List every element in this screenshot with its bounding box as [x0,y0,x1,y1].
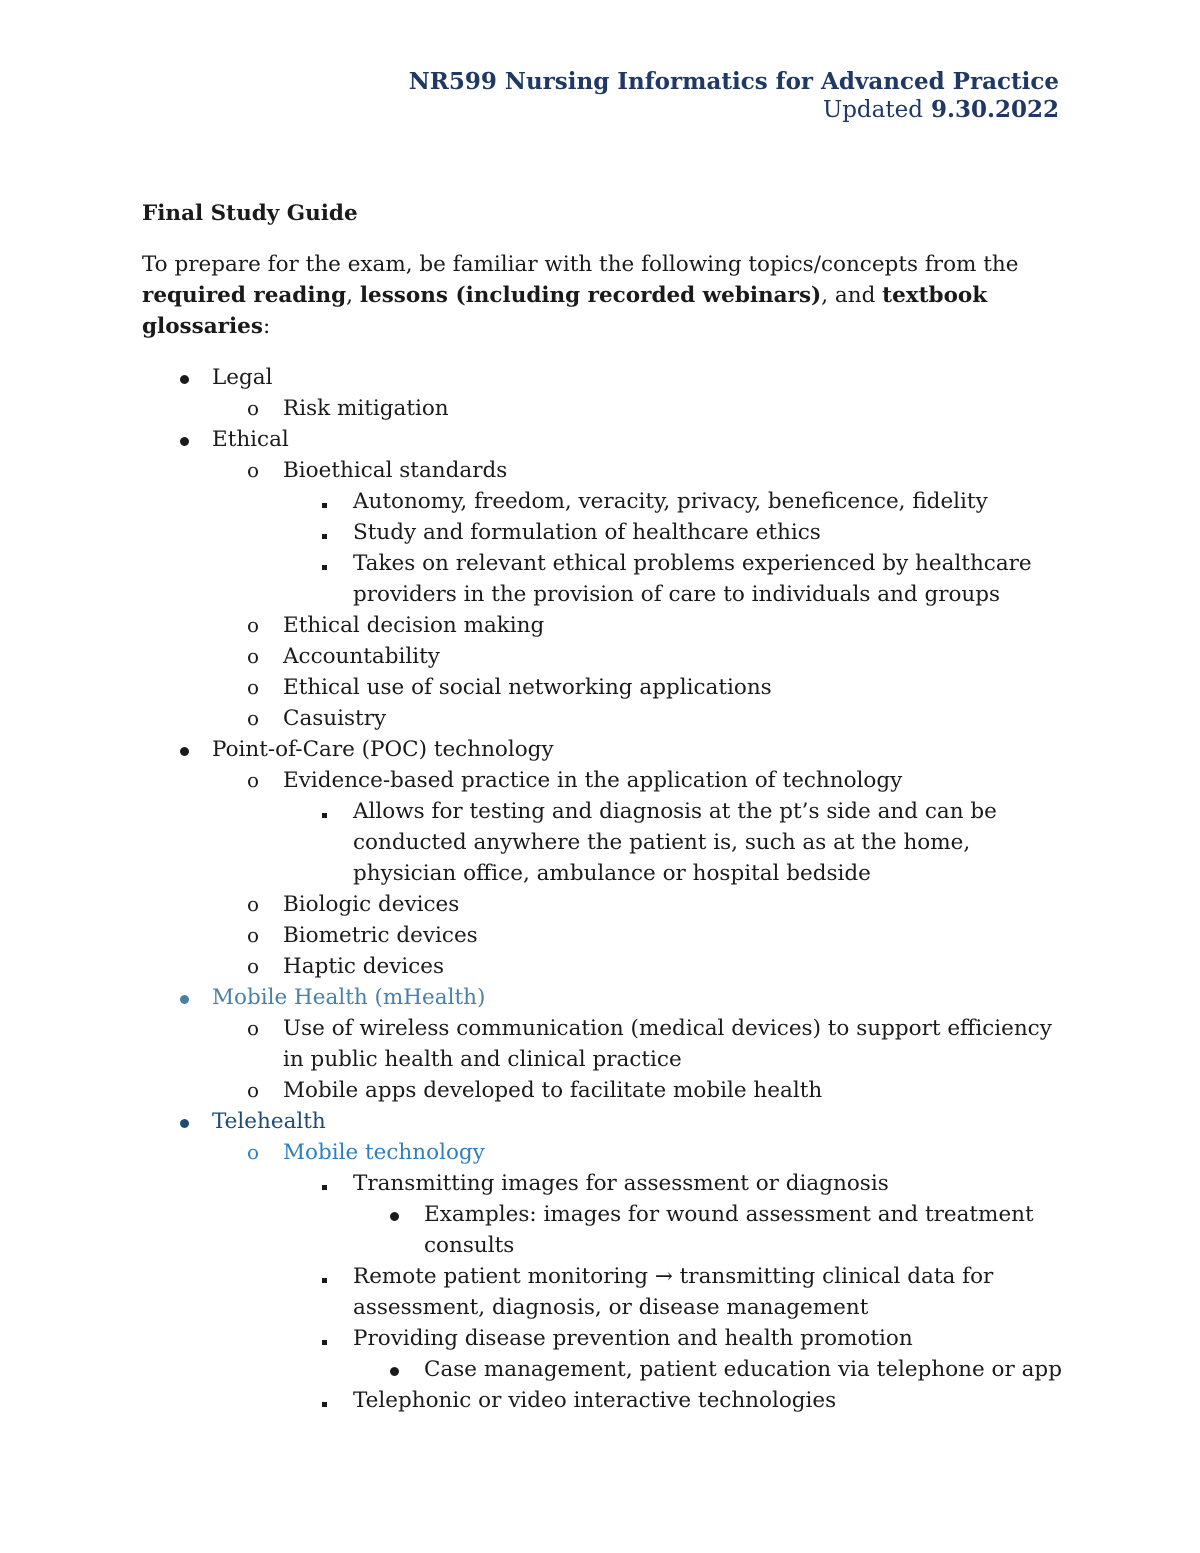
outline-item-text: Use of wireless communication (medical devices) to support efficiency in public health and clinical practice [283,1016,1052,1072]
square-bullet-icon [314,1385,334,1416]
outline-item-text: Accountability [283,644,440,669]
outline-item-text: Transmitting images for assessment or diagnosis [353,1171,889,1196]
outline-item-level-2 [142,1013,1062,1075]
outline-item-level-3 [142,517,1062,548]
circle-bullet-icon: o [246,923,260,947]
outline-item-level-3 [142,548,1062,610]
filled-bullet-icon [174,982,194,1013]
outline-item-text: Legal [212,365,273,390]
updated-label: Updated [822,97,923,123]
outline-item-text: Providing disease prevention and health promotion [353,1326,913,1351]
topic-outline [142,362,1062,1416]
square-bullet-icon [314,1168,334,1199]
outline-item-level-2 [142,951,1062,982]
square-bullet-icon [314,486,334,517]
outline-item-text: Ethical use of social networking applications [283,675,772,700]
outline-item-level-2 [142,641,1062,672]
outline-item-level-3 [142,1261,1062,1323]
outline-item-text: Autonomy, freedom, veracity, privacy, beneficence, fidelity [353,489,988,514]
outline-item-level-4 [142,1199,1062,1261]
outline-item-level-1 [142,362,1062,393]
outline-item-level-2 [142,672,1062,703]
course-title: NR599 Nursing Informatics for Advanced Practice [408,68,1059,95]
circle-bullet-icon: o [246,954,260,978]
square-bullet-icon [314,1261,334,1292]
outline-item-level-2 [142,610,1062,641]
circle-bullet-icon: o [246,768,260,792]
filled-bullet-icon [174,362,194,393]
circle-bullet-icon: o [246,892,260,916]
circle-bullet-icon: o [246,1078,260,1102]
outline-item-text: Takes on relevant ethical problems experienced by healthcare providers in the provision of care to individuals and groups [353,551,1032,607]
outline-item-level-2 [142,455,1062,486]
updated-line [409,96,1059,124]
outline-item-level-2 [142,765,1062,796]
filled-bullet-icon [174,424,194,455]
outline-item-text: Telehealth [212,1109,326,1134]
circle-bullet-icon: o [246,613,260,637]
intro-paragraph [142,249,1062,342]
outline-item-level-3 [142,1323,1062,1354]
outline-item-level-2 [142,703,1062,734]
outline-item-level-1 [142,982,1062,1013]
outline-item-text: Bioethical standards [283,458,508,483]
outline-item-text: Mobile technology [283,1140,485,1165]
outline-item-text: Telephonic or video interactive technologies [353,1388,837,1413]
circle-bullet-icon: o [246,1016,260,1040]
outline-item-level-1 [142,1106,1062,1137]
updated-date: 9.30.2022 [930,96,1059,123]
intro-text-1: To prepare for the exam, be familiar with the following topics/concepts from the [142,252,1019,277]
outline-item-text: Casuistry [283,706,387,731]
intro-bold-lessons: lessons (including recorded webinars) [359,283,822,308]
intro-text-4: : [262,314,271,339]
outline-item-level-3 [142,1168,1062,1199]
outline-item-text: Remote patient monitoring → transmitting clinical data for assessment, diagnosis, or disease management [353,1264,994,1320]
outline-item-text: Study and formulation of healthcare ethics [353,520,821,545]
outline-item-level-4 [142,1354,1062,1385]
square-bullet-icon [314,796,334,827]
document-header [409,68,1059,124]
filled-bullet-icon [174,1106,194,1137]
circle-bullet-icon: o [246,1140,260,1164]
outline-item-text: Ethical [212,427,289,452]
document-body [142,198,1062,1416]
outline-item-text: Biologic devices [283,892,460,917]
outline-item-level-2 [142,920,1062,951]
outline-item-level-2 [142,889,1062,920]
square-bullet-icon [314,517,334,548]
circle-bullet-icon: o [246,458,260,482]
outline-item-level-2 [142,1137,1062,1168]
outline-item-text: Biometric devices [283,923,478,948]
outline-item-text: Mobile Health (mHealth) [212,985,486,1010]
outline-item-level-2 [142,1075,1062,1106]
outline-item-level-3 [142,796,1062,889]
filled-bullet-icon [174,734,194,765]
filled-bullet-icon [384,1354,404,1385]
square-bullet-icon [314,1323,334,1354]
outline-item-text: Evidence-based practice in the application of technology [283,768,903,793]
outline-item-text: Case management, patient education via telephone or app [424,1357,1062,1382]
intro-text-3: , and [821,283,883,308]
outline-item-level-1 [142,734,1062,765]
outline-item-text: Ethical decision making [283,613,545,638]
circle-bullet-icon: o [246,396,260,420]
circle-bullet-icon: o [246,644,260,668]
outline-item-level-3 [142,1385,1062,1416]
outline-item-text: Mobile apps developed to facilitate mobile health [283,1078,823,1103]
intro-bold-glossaries: textbook glossaries [142,283,988,339]
circle-bullet-icon: o [246,706,260,730]
intro-bold-required-reading: required reading [142,283,347,308]
circle-bullet-icon: o [246,675,260,699]
outline-item-text: Allows for testing and diagnosis at the pt’s side and can be conducted anywhere the patient is, such as at the home, physician office, ambulance or hospital bedside [353,799,997,886]
outline-item-level-3 [142,486,1062,517]
outline-item-text: Examples: images for wound assessment and treatment consults [424,1202,1034,1258]
outline-item-text: Haptic devices [283,954,445,979]
intro-text-2: , [346,283,360,308]
outline-item-text: Risk mitigation [283,396,449,421]
page-title: Final Study Guide [142,201,358,226]
outline-item-text: Point-of-Care (POC) technology [212,737,554,762]
outline-item-level-2 [142,393,1062,424]
square-bullet-icon [314,548,334,579]
filled-bullet-icon [384,1199,404,1230]
outline-item-level-1 [142,424,1062,455]
